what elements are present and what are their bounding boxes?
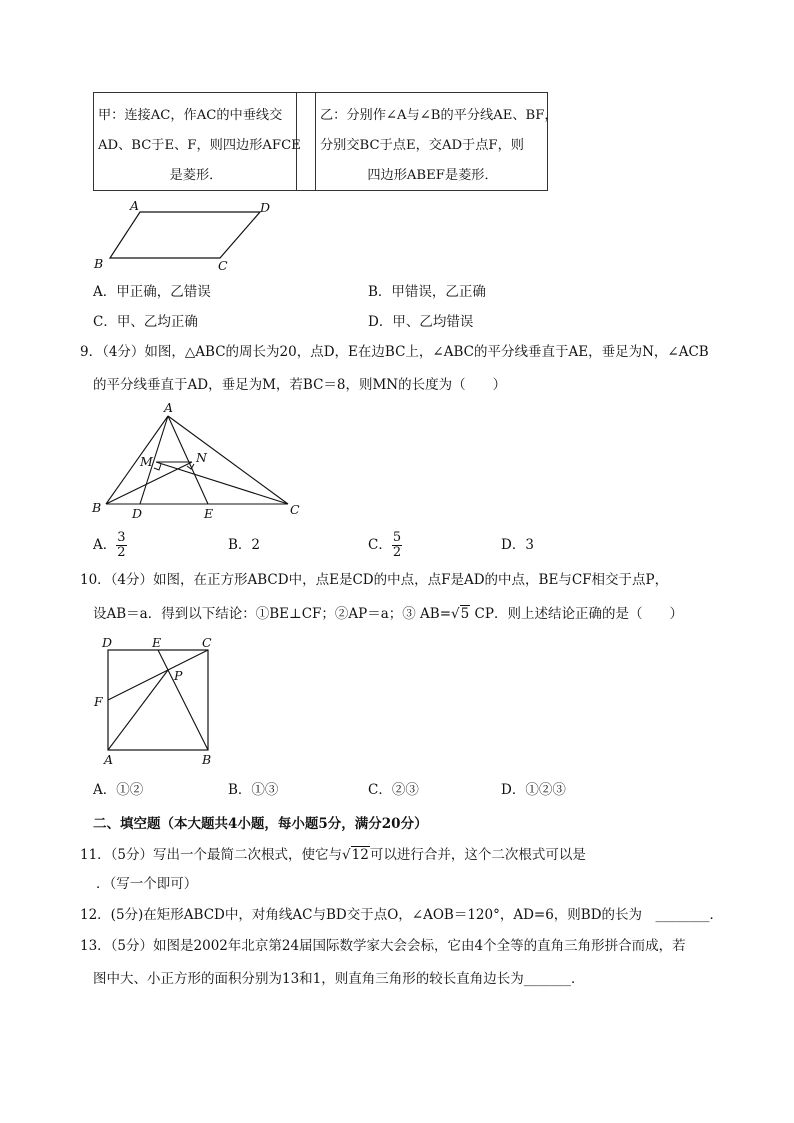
q9-option-d[interactable]: D．3 [501,537,534,553]
q9-option-a[interactable] [93,529,127,561]
q13-stem-line-2: 图中大、小正方形的面积分别为13和1，则直角三角形的较长直角边长为_______． [93,971,585,987]
q9-option-a-denominator: 2 [117,545,126,560]
q8-table-spacer [297,93,316,190]
q11-stem-line-2: ．（写一个即可） [96,876,198,892]
q8-table [93,92,558,191]
q8-jia-cell [94,93,301,190]
q9-label-m: M [140,454,153,469]
q11-stem-part-b: 可以进行合并，这个二次根式可以是 [369,847,586,863]
q11-sqrt-12: √12 [342,847,369,863]
q9-option-c-denominator: 2 [392,545,402,560]
q9-label-c: C [290,502,300,517]
section-2-heading: 二、填空题（本大题共4小题，每小题5分，满分20分） [93,816,428,832]
q10-stem-line-2 [93,604,683,624]
q8-yi-line-3: 四边形ABEF是菱形． [367,168,498,183]
q8-option-a[interactable]: A．甲正确，乙错误 [93,284,211,300]
q13-stem-line-1: 13．（5分）如图是2002年北京第24届国际数学家大会会标，它由4个全等的直角三角形拼合而成，若 [80,938,686,954]
q10-option-c[interactable]: C．②③ [368,782,419,798]
q10-label-p: P [174,668,183,683]
q8-label-a: A [130,198,140,213]
q10-label-d: D [102,635,113,650]
q8-yi-line-1: 乙：分别作∠A与∠B的平分线AE、BF， [320,108,558,123]
q9-option-b[interactable]: B．2 [228,537,261,553]
q12-stem: 12．(5分)在矩形ABCD中，对角线AC与BD交于点O，∠AOB＝120°，AD=6，则BD的长为 ________． [80,907,724,923]
q9-option-a-prefix: A． [93,537,117,553]
q11-sqrt-radicand: 12 [351,847,369,863]
q10-label-e: E [152,635,162,650]
q9-triangle-figure [88,400,308,522]
q9-option-c[interactable] [368,529,402,561]
q10-stem-line-1: 10．（4分）如图，在正方形ABCD中，点E是CD的中点，点F是AD的中点，BE与CF相交于点P， [80,572,669,588]
q8-parallelogram-figure [90,196,280,276]
q8-yi-line-2: 分别交BC于点E，交AD于点F，则 [320,138,524,153]
q8-label-b: B [94,256,104,271]
q9-label-a: A [164,400,174,415]
q10-label-a: A [104,752,114,767]
q8-label-d: D [260,200,271,215]
q10-option-a[interactable]: A．①② [93,782,144,798]
q9-label-e: E [204,506,214,521]
q9-option-c-prefix: C． [368,537,392,553]
q11-stem-part-a: 11．（5分）写出一个最简二次根式，使它与 [80,847,343,863]
q10-sqrt-5: √5 [451,606,470,622]
q10-stem-line-2-part-b: CP．则上述结论正确的是（ ） [470,606,683,622]
q8-option-d[interactable]: D．甲、乙均错误 [368,314,474,330]
q10-label-c: C [202,635,212,650]
q9-stem-line-1: 9．（4分）如图，△ABC的周长为20，点D，E在边BC上，∠ABC的平分线垂直于AE，垂足为N，∠ACB [80,344,709,360]
q8-jia-line-1: 甲：连接AC，作AC的中垂线交 [98,108,283,123]
q10-label-f: F [94,694,103,709]
q10-label-b: B [202,752,212,767]
q9-option-a-numerator: 3 [117,530,126,545]
q10-option-b[interactable]: B．①③ [228,782,279,798]
q9-option-a-fraction [116,531,126,560]
q8-yi-cell [316,93,558,190]
q9-option-c-numerator: 5 [392,530,402,545]
q9-option-c-fraction [392,531,402,560]
q8-option-c[interactable]: C．甲、乙均正确 [93,314,198,330]
q10-sqrt-radicand: 5 [460,606,470,622]
q8-label-c: C [218,258,228,273]
q9-stem-line-2: 的平分线垂直于AD，垂足为M，若BC＝8，则MN的长度为（ ） [93,377,507,393]
q8-option-b[interactable]: B．甲错误，乙正确 [368,284,486,300]
q10-stem-line-2-part-a: 设AB＝a．得到以下结论：①BE⊥CF；②AP＝a；③ AB= [93,606,452,622]
q9-label-n: N [196,450,207,465]
q10-option-d[interactable]: D．①②③ [501,782,566,798]
q8-jia-line-3: 是菱形． [169,168,223,183]
q8-jia-line-2: AD、BC于E、F，则四边形AFCE [98,138,301,153]
q9-label-d: D [132,506,143,521]
q11-stem-line-1 [80,845,586,865]
q10-square-figure [92,634,222,768]
q9-label-b: B [92,500,102,515]
